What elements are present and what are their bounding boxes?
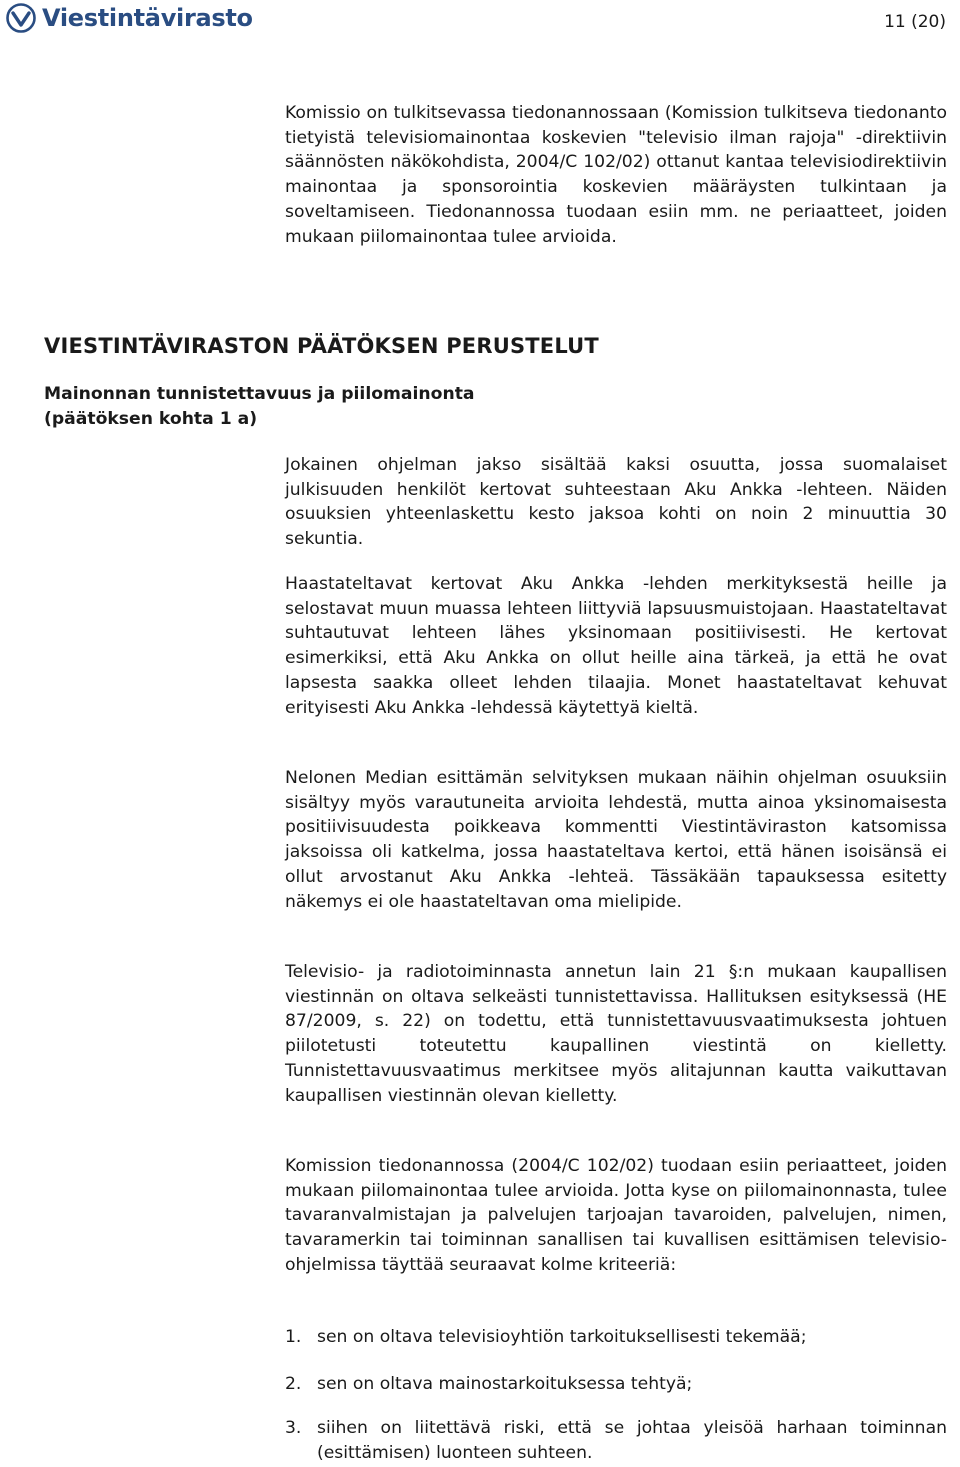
section-subheading xyxy=(44,382,475,432)
agency-logo xyxy=(6,0,253,36)
logo-emblem-icon xyxy=(6,3,36,33)
body-paragraph-3: Nelonen Median esittämän selvityksen mukaan näihin ohjelman osuuksiin sisältyy myös varautuneita arvioita lehdestä, mutta ainoa yksinomaisesta positiivisuudesta poikkeava kommentti Viestintäviraston katsomissa jaksoissa oli katkelma, jossa haastateltava kertoi, että hänen isoisänsä ei ollut arvostanut Aku Ankka -lehteä. Tässäkään tapauksessa esitetty näkemys ei ole haastateltavan oma mielipide. xyxy=(285,768,947,912)
list-item-text: sen on oltava televisioyhtiön tarkoituksellisesti tekemää; xyxy=(317,1327,807,1347)
list-item xyxy=(285,1416,947,1465)
body-paragraph-4: Televisio- ja radiotoiminnasta annetun lain 21 §:n mukaan kaupallisen viestinnän on oltava selkeästi tunnistettavissa. Hallituksen esityksessä (HE 87/2009, s. 22) on todettu, että tunnistettavuusvaatimuksesta johtuen piilotetusti toteutettu kaupallinen viestintä on kielletty. Tunnistettavuusvaatimus merkitsee myös alitajunnan kautta vaikuttavan kaupallisen viestinnän olevan kielletty. xyxy=(285,962,947,1106)
list-item xyxy=(285,1372,947,1397)
list-item xyxy=(285,1325,947,1350)
list-item-text: sen on oltava mainostarkoituksessa tehtyä; xyxy=(317,1374,693,1394)
body-paragraph-1: Jokainen ohjelman jakso sisältää kaksi osuutta, jossa suomalaiset julkisuuden henkilöt kertovat suhteestaan Aku Ankka -lehteen. Näiden osuuksien yhteenlaskettu kesto jaksoa kohti on noin 2 minuuttia 30 sekuntia. xyxy=(285,455,947,550)
list-item-number: 2. xyxy=(285,1374,302,1394)
body-paragraph-5: Komission tiedonannossa (2004/C 102/02) tuodaan esiin periaatteet, joiden mukaan piilomainontaa tulee arvioida. Jotta kyse on piilomainonnasta, tulee tavaranvalmistajan ja palvelujen tarjoajan tavaroiden, palvelujen, nimen, tavaramerkin tai toiminnan sanallisen tai kuvallisen esittämisen televisio-ohjelmissa täyttää seuraavat kolme kriteeriä: xyxy=(285,1156,947,1275)
section-heading: VIESTINTÄVIRASTON PÄÄTÖKSEN PERUSTELUT xyxy=(44,334,599,358)
list-item-number: 1. xyxy=(285,1327,302,1347)
body-paragraph-2: Haastateltavat kertovat Aku Ankka -lehden merkityksestä heille ja selostavat muun muassa lehteen liittyviä lapsuusmuistojaan. Haastateltavat suhtautuvat lehteen lähes yksinomaan positiivisesti. He kertovat esimerkiksi, että Aku Ankka on ollut heille aina tärkeä, ja että he ovat lapsesta saakka olleet lehden tilaajia. Monet haastateltavat kehuvat erityisesti Aku Ankka -lehdessä käytettyä kieltä. xyxy=(285,574,947,718)
list-item-number: 3. xyxy=(285,1418,302,1438)
subheading-line-1: Mainonnan tunnistettavuus ja piilomainonta xyxy=(44,384,475,404)
list-item-text: siihen on liitettävä riski, että se johtaa yleisöä harhaan toiminnan (esittämisen) luonteen suhteen. xyxy=(317,1418,947,1463)
intro-paragraph: Komissio on tulkitsevassa tiedonannossaan (Komission tulkitseva tiedonanto tietyistä televisiomainontaa koskevien "televisio ilman rajoja" -direktiivin säännösten näkökohdista, 2004/C 102/02) ottanut kantaa televisiodirektiivin mainontaa ja sponsorointia koskevien määräysten tulkintaan ja soveltamiseen. Tiedonannossa tuodaan esiin mm. ne periaatteet, joiden mukaan piilomainontaa tulee arvioida. xyxy=(285,103,947,247)
page-number: 11 (20) xyxy=(884,12,946,32)
subheading-line-2: (päätöksen kohta 1 a) xyxy=(44,409,258,429)
logo-text: Viestintävirasto xyxy=(42,4,253,32)
